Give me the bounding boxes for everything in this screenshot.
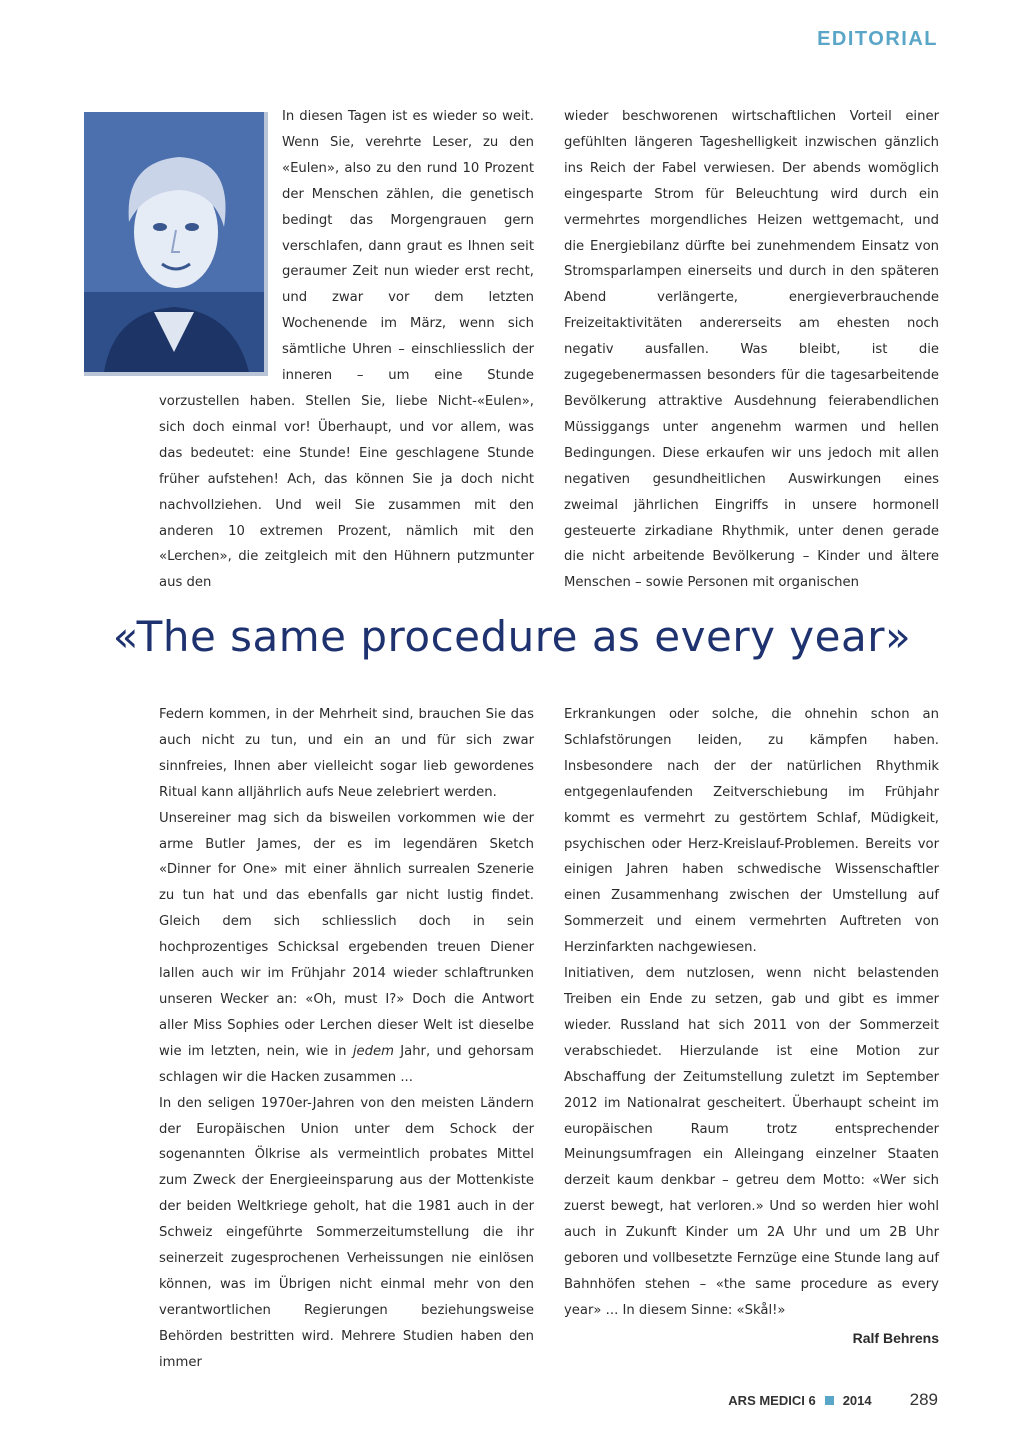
article-column-3 (159, 702, 534, 1376)
portrait-image (84, 112, 264, 372)
page-number: 289 (909, 1390, 938, 1409)
author-signature: Ralf Behrens (852, 1329, 939, 1346)
square-separator-icon (825, 1396, 834, 1405)
article-paragraph: Unsereiner mag sich da bisweilen vorkommen wie der arme Butler James, der es im legendären Sketch «Dinner for One» mit einer ähnlich surrealen Szenerie zu tun hat und das ebenfalls gar nicht lustig findet. Gleich dem sich schliesslich doch in sein hochprozentiges Schicksal ergebenden treuen Diener lallen auch wir im Frühjahr 2014 wieder schlaftrunken unseren Wecker an: «Oh, must I?» Doch die Antwort aller Miss Sophies oder Lerchen dieser Welt ist dieselbe wie im letzten, nein, wie in jedem Jahr, und gehorsam schlagen wir die Hacken zusammen ... (159, 810, 534, 1085)
article-paragraph: In den seligen 1970er-Jahren von den meisten Ländern der Europäischen Union unter dem Schock der sogenannten Ölkrise als vermeintlich probates Mittel zum Zweck der Energieeinsparung aus der Mottenkiste der beiden Weltkriege geholt, hat die 1981 auch in der Schweiz eingeführte Sommerzeitumstellung die ihr seinerzeit zugesprochenen Verheissungen nie einlösen können, was im Übrigen nicht einmal mehr von den verantwortlichen Regierungen beziehungsweise Behörden bestritten wird. Mehrere Studien haben den immer (159, 1095, 534, 1370)
section-label: EDITORIAL (817, 28, 938, 50)
article-paragraph: wieder beschworenen wirtschaftlichen Vorteil einer gefühlten längeren Tageshelligkeit inzwischen gänzlich ins Reich der Fabel verwiesen. Der abends womöglich eingesparte Strom für Beleuchtung wird durch ein vermehrtes morgendliches Heizen wettgemacht, und die Energiebilanz dürfte bei zunehmendem Einsatz von Stromsparlampen einerseits und durch in den späteren Abend verlängerte, energieverbrauchende Freizeitaktivitäten andererseits am ehesten noch negativ ausfallen. Was bleibt, ist die zugegebenermassen besonders für die tagesarbeitende Bevölkerung attraktive Ausdehnung feierabendlichen Müssiggangs unter angenehm warmen und hellen Bedingungen. Diese erkaufen wir uns jedoch mit allen negativen gesundheitlichen Auswirkungen eines zweimal jährlichen Eingriffs in unsere hormonell gesteuerte zirkadiane Rhythmik, unter denen gerade die nicht arbeitende Bevölkerung – Kinder und ältere Menschen – sowie Personen mit organischen (564, 109, 939, 591)
issue-year: 2014 (842, 1392, 872, 1408)
author-portrait (84, 112, 268, 376)
emphasis-text: jedem (352, 1043, 394, 1059)
article-title: «The same procedure as every year» (112, 612, 912, 661)
article-paragraph: Initiativen, dem nutzlosen, wenn nicht belastenden Treiben ein Ende zu setzen, gab und gibt es immer wieder. Russland hat sich 2011 von der Sommerzeit verabschiedet. Hierzulande ist eine Motion zur Abschaffung der Zeitumstellung zuletzt im September 2012 im Nationalrat gescheitert. Überhaupt scheint im europäischen Raum trotz entsprechender Meinungsumfragen ein Alleingang einzelner Staaten derzeit kaum denkbar – getreu dem Motto: «Wer sich zuerst bewegt, hat verloren.» Und so werden hier wohl auch in Zukunft Kinder um 2A Uhr und um 2B Uhr geboren und vollbesetzte Fernzüge eine Stunde lang auf Bahnhöfen stehen – «the same procedure as every year» ... In diesem Sinne: «Skål!» (564, 966, 939, 1318)
article-column-1 (159, 104, 534, 596)
journal-name: ARS MEDICI 6 (728, 1392, 816, 1408)
article-paragraph: Federn kommen, in der Mehrheit sind, brauchen Sie das auch nicht zu tun, und ein an und für sich zwar sinnfreies, Ihnen aber vielleicht sogar lieb gewordenes Ritual kann alljährlich aufs Neue zelebriert werden. (159, 707, 534, 800)
article-column-4 (564, 702, 939, 1352)
article-column-2 (564, 104, 939, 596)
article-paragraph: In diesen Tagen ist es wieder so weit. Wenn Sie, verehrte Leser, zu den «Eulen», also zu den rund 10 Prozent der Menschen zählen, die genetisch bedingt das Morgengrauen gern verschlafen, dann graut es Ihnen seit geraumer Zeit nun wieder erst recht, und zwar vor dem letzten Wochenende im März, wenn sich sämtliche Uhren – einschliesslich der inneren – um eine Stunde vorzustellen haben. Stellen Sie, liebe Nicht-«Eulen», sich doch einmal vor! Überhaupt, und vor allem, was das bedeutet: eine Stunde! Eine geschlagene Stunde früher aufstehen! Ach, das können Sie ja doch nicht nachvollziehen. Und weil Sie zusammen mit den anderen 10 extremen Prozent, nämlich mit den «Lerchen», die zeitgleich mit den Hühnern putzmunter aus den (159, 109, 534, 591)
article-paragraph: Erkrankungen oder solche, die ohnehin schon an Schlafstörungen leiden, zu kämpfen haben. Insbesondere nach der der natürlichen Rhythmik entgegenlaufenden Zeitverschiebung im Frühjahr kommt es vermehrt zu gestörtem Schlaf, Müdigkeit, psychischen oder Herz-Kreislauf-Problemen. Bereits vor einigen Jahren haben schwedische Wissenschaftler einen Zusammenhang zwischen der Umstellung auf Sommerzeit und einem vermehrten Auftreten von Herzinfarkten nachgewiesen. (564, 707, 939, 956)
page-footer (728, 1390, 938, 1410)
